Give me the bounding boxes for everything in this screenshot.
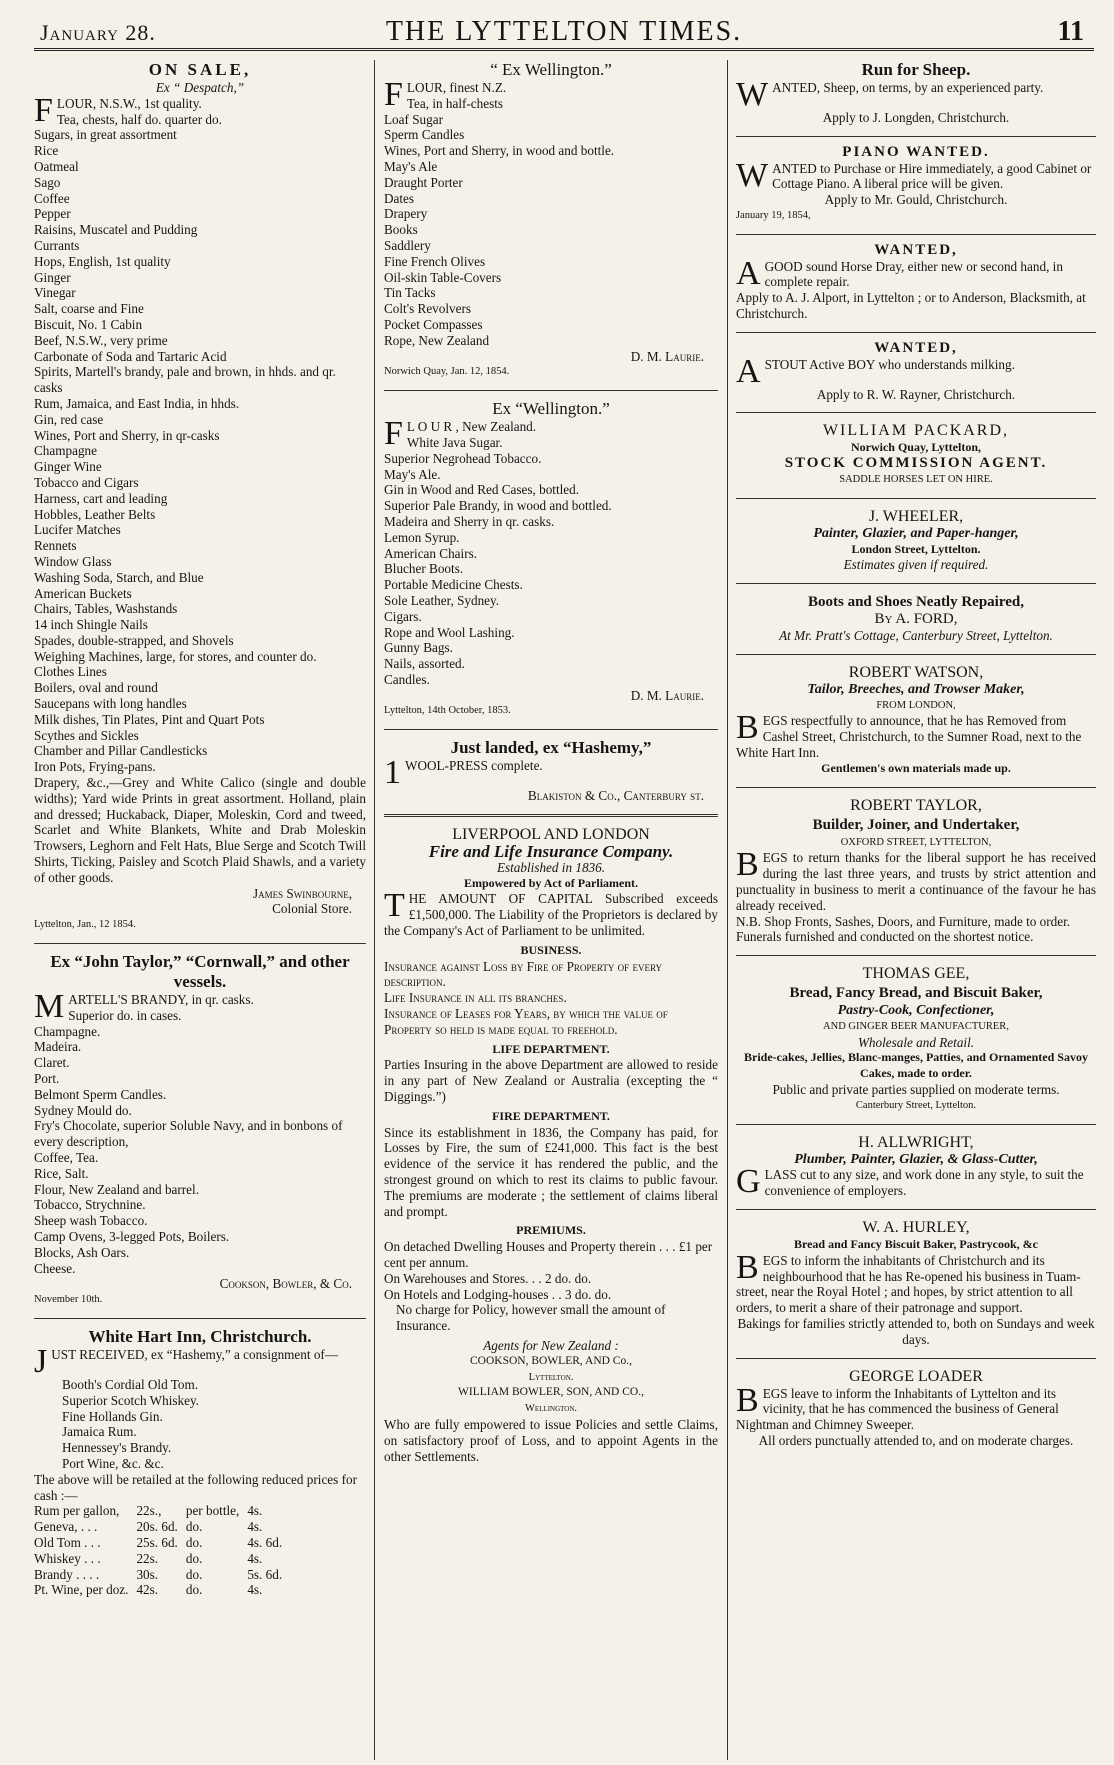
- list-item: Saddlery: [384, 237, 431, 253]
- divider: [736, 234, 1096, 235]
- section-heading: FIRE DEPARTMENT.: [492, 1108, 610, 1123]
- section-heading: LIFE DEPARTMENT.: [492, 1041, 610, 1056]
- table-row: Old Tom . . . 25s. 6d. do. 4s. 6d.: [34, 1534, 283, 1550]
- ad-title: WANTED,: [874, 339, 958, 356]
- trade: Bread, Fancy Bread, and Biscuit Baker,: [789, 985, 1043, 1002]
- note: Public and private parties supplied on moderate terms.: [772, 1082, 1060, 1098]
- ad-lead: JUST RECEIVED, ex “Hashemy,” a consignment of—: [34, 1342, 339, 1380]
- list-item: Gin in Wood and Red Cases, bottled.: [384, 482, 580, 498]
- ad-title: ON SALE,: [148, 60, 252, 79]
- ad-watson: [736, 663, 1096, 777]
- ad-title: J. WHEELER,: [868, 507, 964, 525]
- ad-title: Ex “Wellington.”: [492, 399, 610, 419]
- ad-text: AGOOD sound Horse Dray, either new or second hand, in complete repair.: [736, 254, 1063, 292]
- premium-row: On Hotels and Lodging-houses . . 3 do. do.: [384, 1286, 612, 1302]
- divider: [736, 787, 1096, 788]
- divider: [384, 814, 718, 817]
- list-item: Vinegar: [34, 285, 76, 301]
- list-item: Superior Negrohead Tobacco.: [384, 450, 542, 466]
- ad-ford: [736, 592, 1096, 644]
- list-item: Champagne.: [34, 1023, 101, 1039]
- apply-line: Apply to R. W. Rayner, Christchurch.: [816, 386, 1016, 402]
- list-item: Scythes and Sickles: [34, 727, 139, 743]
- ad-white-hart-inn: [34, 1327, 366, 1598]
- list-item: Tin Tacks: [384, 285, 436, 301]
- ad-text: WANTED to Purchase or Hire immediately, a good Cabinet or Cottage Piano. A liberal price will be given.: [736, 156, 1092, 194]
- note: Bakings for families strictly attended to, both on Sundays and week days.: [737, 1316, 1095, 1347]
- list-item: 14 inch Shingle Nails: [34, 617, 148, 633]
- list-item: Rum, Jamaica, and East India, in hhds.: [34, 395, 240, 411]
- apply-line: Apply to Mr. Gould, Christchurch.: [824, 192, 1008, 208]
- list-item: Port Wine, &c. &c.: [62, 1455, 164, 1471]
- signature: Blakiston & Co., Canterbury st.: [527, 788, 704, 804]
- list-item: Gunny Bags.: [384, 640, 453, 656]
- list-item: Superior Scotch Whiskey.: [62, 1392, 199, 1408]
- list-item: F L O U R , New Zealand.: [384, 415, 537, 453]
- ad-title: White Hart Inn, Christchurch.: [88, 1326, 312, 1346]
- list-item: Colt's Revolvers: [384, 301, 471, 317]
- divider: [736, 332, 1096, 333]
- table-row: Pt. Wine, per doz. 42s. do. 4s.: [34, 1582, 263, 1598]
- address: Norwich Quay, Lyttelton,: [850, 440, 981, 455]
- ad-date: Lyttelton, 14th October, 1853.: [384, 705, 511, 717]
- list-item: Window Glass: [34, 553, 112, 569]
- ad-ex-wellington-2: [384, 399, 718, 719]
- ad-title: W. A. HURLEY,: [862, 1219, 970, 1237]
- divider: [736, 654, 1096, 655]
- list-item: Madeira and Sherry in qr. casks.: [384, 513, 555, 529]
- list-item: Pepper: [34, 206, 71, 222]
- list-item: FLOUR, N.S.W., 1st quality.: [34, 91, 202, 129]
- list-item: Cheese.: [34, 1260, 76, 1276]
- ad-date: Norwich Quay, Jan. 12, 1854.: [384, 366, 510, 378]
- list-item: Sperm Candles: [384, 127, 465, 143]
- list-item: Spirits, Martell's brandy, pale and brown, in hhds. and qr. casks: [34, 364, 336, 396]
- list-item: Superior do. in cases.: [68, 1007, 182, 1023]
- address: London Street, Lyttelton.: [851, 541, 981, 556]
- address: At Mr. Pratt's Cottage, Canterbury Street, Lyttelton.: [779, 627, 1053, 643]
- ad-wool-press: [384, 738, 718, 804]
- price-table: [34, 1503, 290, 1598]
- table-row: Rum per gallon, 22s., per bottle, 4s.: [34, 1503, 263, 1519]
- address: OXFORD STREET, LYTTELTON,: [840, 836, 992, 848]
- list-item: Rope, New Zealand: [384, 332, 490, 348]
- list-item: Clothes Lines: [34, 664, 107, 680]
- list-item: Loaf Sugar: [384, 111, 443, 127]
- column-2: [384, 60, 718, 1760]
- divider: [736, 583, 1096, 584]
- list-item: Weighing Machines, large, for stores, and counter do.: [34, 648, 317, 664]
- ad-title: THOMAS GEE,: [862, 965, 970, 983]
- list-item: Blocks, Ash Oars.: [34, 1244, 130, 1260]
- list-item: Salt, coarse and Fine: [34, 301, 144, 317]
- premium-row: On Warehouses and Stores. . . 2 do. do.: [384, 1270, 592, 1286]
- ad-title: H. ALLWRIGHT,: [858, 1133, 974, 1151]
- apply-line: Apply to A. J. Alport, in Lyttelton ; or to Anderson, Blacksmith, at Christchurch.: [736, 290, 1086, 321]
- list-item: Superior Pale Brandy, in wood and bottled.: [384, 498, 612, 514]
- signature: James Swinbourne,: [252, 885, 352, 901]
- ad-taylor: [736, 796, 1096, 946]
- company-name: Fire and Life Insurance Company.: [428, 842, 674, 862]
- signature-line: Colonial Store.: [272, 901, 352, 917]
- list-item: Tea, in half-chests: [406, 95, 504, 111]
- divider: [34, 943, 366, 944]
- note: N.B. Shop Fronts, Sashes, Doors, and Furniture, made to order.: [736, 913, 1071, 929]
- list-item: Sugars, in great assortment: [34, 127, 177, 143]
- table-row: Whiskey . . . 22s. do. 4s.: [34, 1550, 263, 1566]
- signature: Cookson, Bowler, & Co.: [219, 1276, 352, 1292]
- trade: Pastry-Cook, Confectioner,: [837, 1003, 995, 1019]
- trade: Bread and Fancy Biscuit Baker, Pastrycook, &c: [793, 1237, 1038, 1252]
- list-item: Draught Porter: [384, 174, 463, 190]
- list-item: Fine French Olives: [384, 253, 486, 269]
- ad-on-sale: [34, 60, 366, 933]
- list-item: Wines, Port and Sherry, in wood and bottle.: [384, 143, 615, 159]
- ad-text: BEGS respectfully to announce, that he has Removed from Cashel Street, Christchurch, to the Sumner Road, next to the White Hart Inn.: [736, 709, 1082, 760]
- column-divider: [374, 60, 375, 1760]
- note: Wholesale and Retail.: [857, 1034, 975, 1050]
- list-item: White Java Sugar.: [406, 434, 503, 450]
- ad-text: GLASS cut to any size, and work done in any style, to suit the convenience of employers.: [736, 1163, 1084, 1201]
- ad-title: ROBERT WATSON,: [848, 663, 984, 681]
- ad-hurley: [736, 1218, 1096, 1348]
- list-item: Hops, English, 1st quality: [34, 253, 171, 269]
- trade: Tailor, Breeches, and Trowser Maker,: [807, 681, 1025, 697]
- ad-title: GEORGE LOADER: [849, 1367, 983, 1385]
- ad-title: Ex “John Taylor,” “Cornwall,” and other vessels.: [50, 952, 350, 992]
- list-item: Belmont Sperm Candles.: [34, 1086, 167, 1102]
- list-item: Chairs, Tables, Washstands: [34, 601, 178, 617]
- masthead: [34, 14, 1094, 51]
- list-item: Currants: [34, 237, 80, 253]
- address: Canterbury Street, Lyttelton.: [855, 1099, 977, 1111]
- list-item: Sydney Mould do.: [34, 1102, 132, 1118]
- note: Estimates given if required.: [843, 557, 989, 573]
- list-item: Tea, chests, half do. quarter do.: [56, 111, 222, 127]
- ad-date: January 19, 1854,: [736, 209, 811, 221]
- ad-allwright: [736, 1133, 1096, 1199]
- list-item: Camp Ovens, 3-legged Pots, Boilers.: [34, 1228, 230, 1244]
- list-item: Boilers, oval and round: [34, 680, 158, 696]
- table-row: Brandy . . . . 30s. do. 5s. 6d.: [34, 1566, 283, 1582]
- list-item: Rope and Wool Lashing.: [384, 624, 515, 640]
- ad-subtitle: Ex “ Despatch,”: [155, 80, 245, 95]
- divider: [736, 498, 1096, 499]
- ad-boy-wanted: [736, 341, 1096, 403]
- drapery-text: Drapery, &c.,—Grey and White Calico (single and double widths); Yard wide Prints in great assortment. Holland, plain and dressed; Huckaback, Diaper, Moleskin, Cord and tweed, Scarlet and White Blankets, White and Drab Moleskin Trowsers, Leghorn and Felt Hats, Blue Serge and Scotch Twill Shirts, Ticking, Paisley and Scotch Plaid Shawls, and a variety of other goods.: [34, 775, 366, 885]
- list-item: Hobbles, Leather Belts: [34, 506, 156, 522]
- list-item: Candles.: [384, 671, 430, 687]
- closing-text: Who are fully empowered to issue Policies and settle Claims, on satisfactory proof of Loss, and to appoint Agents in the other Settlements.: [384, 1416, 718, 1464]
- list-item: Sole Leather, Sydney.: [384, 592, 500, 608]
- list-item: Spades, double-strapped, and Shovels: [34, 632, 234, 648]
- list-item: Flour, New Zealand and barrel.: [34, 1181, 199, 1197]
- list-item: Rice: [34, 143, 59, 159]
- list-item: Madeira.: [34, 1039, 82, 1055]
- divider: [384, 729, 718, 730]
- list-item: Raisins, Muscatel and Pudding: [34, 222, 198, 238]
- divider: [34, 1318, 366, 1319]
- list-item: Fry's Chocolate, superior Soluble Navy, and in bonbons of every description,: [34, 1118, 343, 1150]
- ad-loader: [736, 1367, 1096, 1449]
- table-row: Geneva, . . . 20s. 6d. do. 4s.: [34, 1519, 263, 1535]
- ad-title: WANTED,: [874, 241, 958, 258]
- note: Gentlemen's own materials made up.: [821, 760, 1011, 775]
- divider: [736, 136, 1096, 137]
- agent-town: Lyttelton.: [528, 1371, 574, 1383]
- list-item: Harness, cart and leading: [34, 490, 168, 506]
- ad-gee: [736, 964, 1096, 1114]
- list-item: Iron Pots, Frying-pans.: [34, 759, 156, 775]
- list-item: Pocket Compasses: [384, 316, 483, 332]
- trade: Painter, Glazier, and Paper-hanger,: [813, 525, 1019, 541]
- business-item: Insurance against Loss by Fire of Property of every description.: [384, 958, 662, 990]
- list-item: Drapery: [384, 206, 428, 222]
- ad-text: BEGS leave to inform the Inhabitants of Lyttelton and its vicinity, that he has commenced the business of General Nightman and Chimney Sweeper.: [736, 1381, 1059, 1433]
- list-item: Lemon Syrup.: [384, 529, 460, 545]
- column-divider: [727, 60, 728, 1760]
- list-item: Ginger Wine: [34, 459, 102, 475]
- list-item: Biscuit, No. 1 Cabin: [34, 316, 143, 332]
- list-item: Beef, N.S.W., very prime: [34, 332, 168, 348]
- act-line: Empowered by Act of Parliament.: [463, 875, 639, 890]
- list-item: Sago: [34, 174, 61, 190]
- ad-title: Run for Sheep.: [861, 60, 971, 79]
- list-item: Jamaica Rum.: [62, 1424, 137, 1440]
- item-list: [34, 91, 366, 775]
- ad-text: ASTOUT Active BOY who understands milking.: [736, 352, 1015, 390]
- premium-note: No charge for Policy, however small the amount of Insurance.: [396, 1302, 666, 1334]
- list-item: Washing Soda, Starch, and Blue: [34, 569, 204, 585]
- note: Funerals furnished and conducted on the shortest notice.: [736, 929, 1034, 945]
- divider: [736, 1209, 1096, 1210]
- list-item: Port.: [34, 1071, 60, 1087]
- list-item: May's Ale.: [384, 466, 441, 482]
- fire-text: Since its establishment in 1836, the Company has paid, for Losses by Fire, the sum of £241,000. This fact is the best evidence of the service it has rendered the public, and the strongest ground on which to rest its claims to public favour. The premiums are moderate ; the settlement of claims liberal and prompt.: [384, 1124, 718, 1219]
- list-item: Oil-skin Table-Covers: [384, 269, 502, 285]
- list-item: American Chairs.: [384, 545, 478, 561]
- divider: [736, 1358, 1096, 1359]
- trade: Builder, Joiner, and Undertaker,: [812, 816, 1020, 833]
- signature: D. M. Laurie.: [630, 348, 704, 364]
- list-item: Portable Medicine Chests.: [384, 577, 523, 593]
- list-item: Milk dishes, Tin Plates, Pint and Quart Pots: [34, 711, 265, 727]
- ad-packard: [736, 421, 1096, 487]
- apply-line: Apply to J. Longden, Christchurch.: [822, 110, 1010, 125]
- list-item: Blucher Boots.: [384, 561, 464, 577]
- by-line: By A. FORD,: [874, 611, 958, 628]
- divider: [384, 390, 718, 391]
- list-item: Dates: [384, 190, 415, 206]
- list-item: FLOUR, finest N.Z.: [384, 76, 507, 113]
- established: Established in 1836.: [496, 859, 606, 875]
- list-item: Rennets: [34, 538, 77, 554]
- divider: [736, 955, 1096, 956]
- note: All orders punctually attended to, and on moderate charges.: [758, 1433, 1074, 1449]
- ad-title: Boots and Shoes Neatly Repaired,: [808, 594, 1024, 611]
- list-item: American Buckets: [34, 585, 132, 601]
- items: Bride-cakes, Jellies, Blanc-manges, Patties, and Ornamented Savoy Cakes, made to order.: [744, 1050, 1088, 1081]
- list-item: Tobacco and Cigars: [34, 474, 139, 490]
- list-item: Wines, Port and Sherry, in qr-casks: [34, 427, 220, 443]
- list-item: Carbonate of Soda and Tartaric Acid: [34, 348, 227, 364]
- ad-title: PIANO WANTED.: [842, 143, 990, 160]
- trade: AND GINGER BEER MANUFACTURER,: [823, 1020, 1009, 1032]
- issue-date: January 28.: [40, 20, 156, 45]
- signature: D. M. Laurie.: [630, 687, 704, 703]
- divider: [736, 412, 1096, 413]
- ad-brandy: [34, 952, 366, 1308]
- newspaper-title: THE LYTTELTON TIMES.: [385, 16, 743, 47]
- list-item: Lucifer Matches: [34, 522, 121, 538]
- agent-name: WILLIAM BOWLER, SON, AND CO.,: [458, 1386, 644, 1399]
- list-item: May's Ale: [384, 158, 438, 174]
- business-item: Insurance of Leases for Years, by which the value of Property so held is made equal to freehold.: [384, 1006, 668, 1037]
- list-item: Nails, assorted.: [384, 656, 465, 672]
- ad-text: BEGS to inform the inhabitants of Christchurch and its neighbourhood that he has Re-opened his business in Tuam-street, near the Royal Hotel ; and hopes, by strict attention to all orders, to merit a share of their patronage and support.: [736, 1248, 1081, 1316]
- list-item: Books: [384, 222, 418, 238]
- ad-ex-wellington-1: [384, 60, 718, 380]
- ad-insurance: [384, 825, 718, 1464]
- list-item: Tobacco, Strychnine.: [34, 1197, 146, 1213]
- divider: [736, 1124, 1096, 1125]
- ad-title: WILLIAM PACKARD,: [822, 422, 1010, 440]
- agent-name: COOKSON, BOWLER, AND Co.,: [470, 1354, 632, 1367]
- from-line: FROM LONDON,: [876, 699, 956, 711]
- premium-row: On detached Dwelling Houses and Property therein . . . £1 per cent per annum.: [384, 1239, 713, 1270]
- ad-run-for-sheep: [736, 60, 1096, 126]
- section-heading: BUSINESS.: [520, 942, 582, 957]
- note: SADDLE HORSES LET ON HIRE.: [839, 473, 993, 485]
- ad-date: Lyttelton, Jan., 12 1854.: [34, 919, 136, 931]
- list-item: Champagne: [34, 443, 97, 459]
- column-3: [736, 60, 1096, 1760]
- ad-title: LIVERPOOL AND LONDON: [452, 826, 650, 844]
- list-item: Cigars.: [384, 608, 422, 624]
- capital-text: THE AMOUNT OF CAPITAL Subscribed exceeds £1,500,000. The Liability of the Proprietors is declared by the Company's Act of Parliament to be unlimited.: [384, 887, 718, 939]
- life-text: Parties Insuring in the above Department are allowed to reside in any part of New Zealand or Australia (excepting the “ Diggings.”): [384, 1057, 718, 1105]
- list-item: Ginger: [34, 269, 71, 285]
- list-item: Sheep wash Tobacco.: [34, 1213, 148, 1229]
- ad-piano-wanted: [736, 145, 1096, 224]
- list-item: Coffee: [34, 190, 70, 206]
- ad-title: ROBERT TAYLOR,: [850, 796, 982, 814]
- list-item: Gin, red case: [34, 411, 104, 427]
- list-item: Oatmeal: [34, 158, 79, 174]
- business-item: Life Insurance in all its branches.: [384, 990, 567, 1006]
- list-item: Chamber and Pillar Candlesticks: [34, 743, 208, 759]
- trade: Plumber, Painter, Glazier, & Glass-Cutter,: [794, 1151, 1038, 1167]
- list-item: Hennessey's Brandy.: [62, 1440, 172, 1456]
- agent-town: Wellington.: [524, 1403, 578, 1415]
- ad-wheeler: [736, 507, 1096, 573]
- list-item: MARTELL'S BRANDY, in qr. casks.: [34, 988, 254, 1026]
- section-heading: PREMIUMS.: [516, 1223, 586, 1238]
- list-item: Booth's Cordial Old Tom.: [62, 1376, 199, 1392]
- list-item: Rice, Salt.: [34, 1165, 89, 1181]
- page-number: 11: [1057, 16, 1084, 47]
- ad-text: WANTED, Sheep, on terms, by an experienced party.: [736, 76, 1044, 113]
- ad-text: BEGS to return thanks for the liberal support he has received during the last three years, and trusts by strict attention and punctuality in business to merit a continuance of the favour he has already received.: [736, 846, 1096, 913]
- trade: STOCK COMMISSION AGENT.: [784, 455, 1048, 472]
- price-intro: The above will be retailed at the following reduced prices for cash :—: [34, 1471, 357, 1503]
- ad-lead: 1 WOOL-PRESS complete.: [384, 754, 543, 792]
- ad-horse-dray: [736, 243, 1096, 322]
- list-item: Coffee, Tea.: [34, 1150, 99, 1165]
- ad-title: Just landed, ex “Hashemy,”: [450, 738, 652, 758]
- column-1: [34, 60, 366, 1760]
- agents-heading: Agents for New Zealand :: [483, 1337, 619, 1353]
- list-item: Claret.: [34, 1055, 70, 1071]
- ad-title: “ Ex Wellington.”: [490, 60, 612, 79]
- ad-date: November 10th.: [34, 1294, 103, 1306]
- list-item: Fine Hollands Gin.: [62, 1408, 163, 1424]
- list-item: Saucepans with long handles: [34, 696, 187, 712]
